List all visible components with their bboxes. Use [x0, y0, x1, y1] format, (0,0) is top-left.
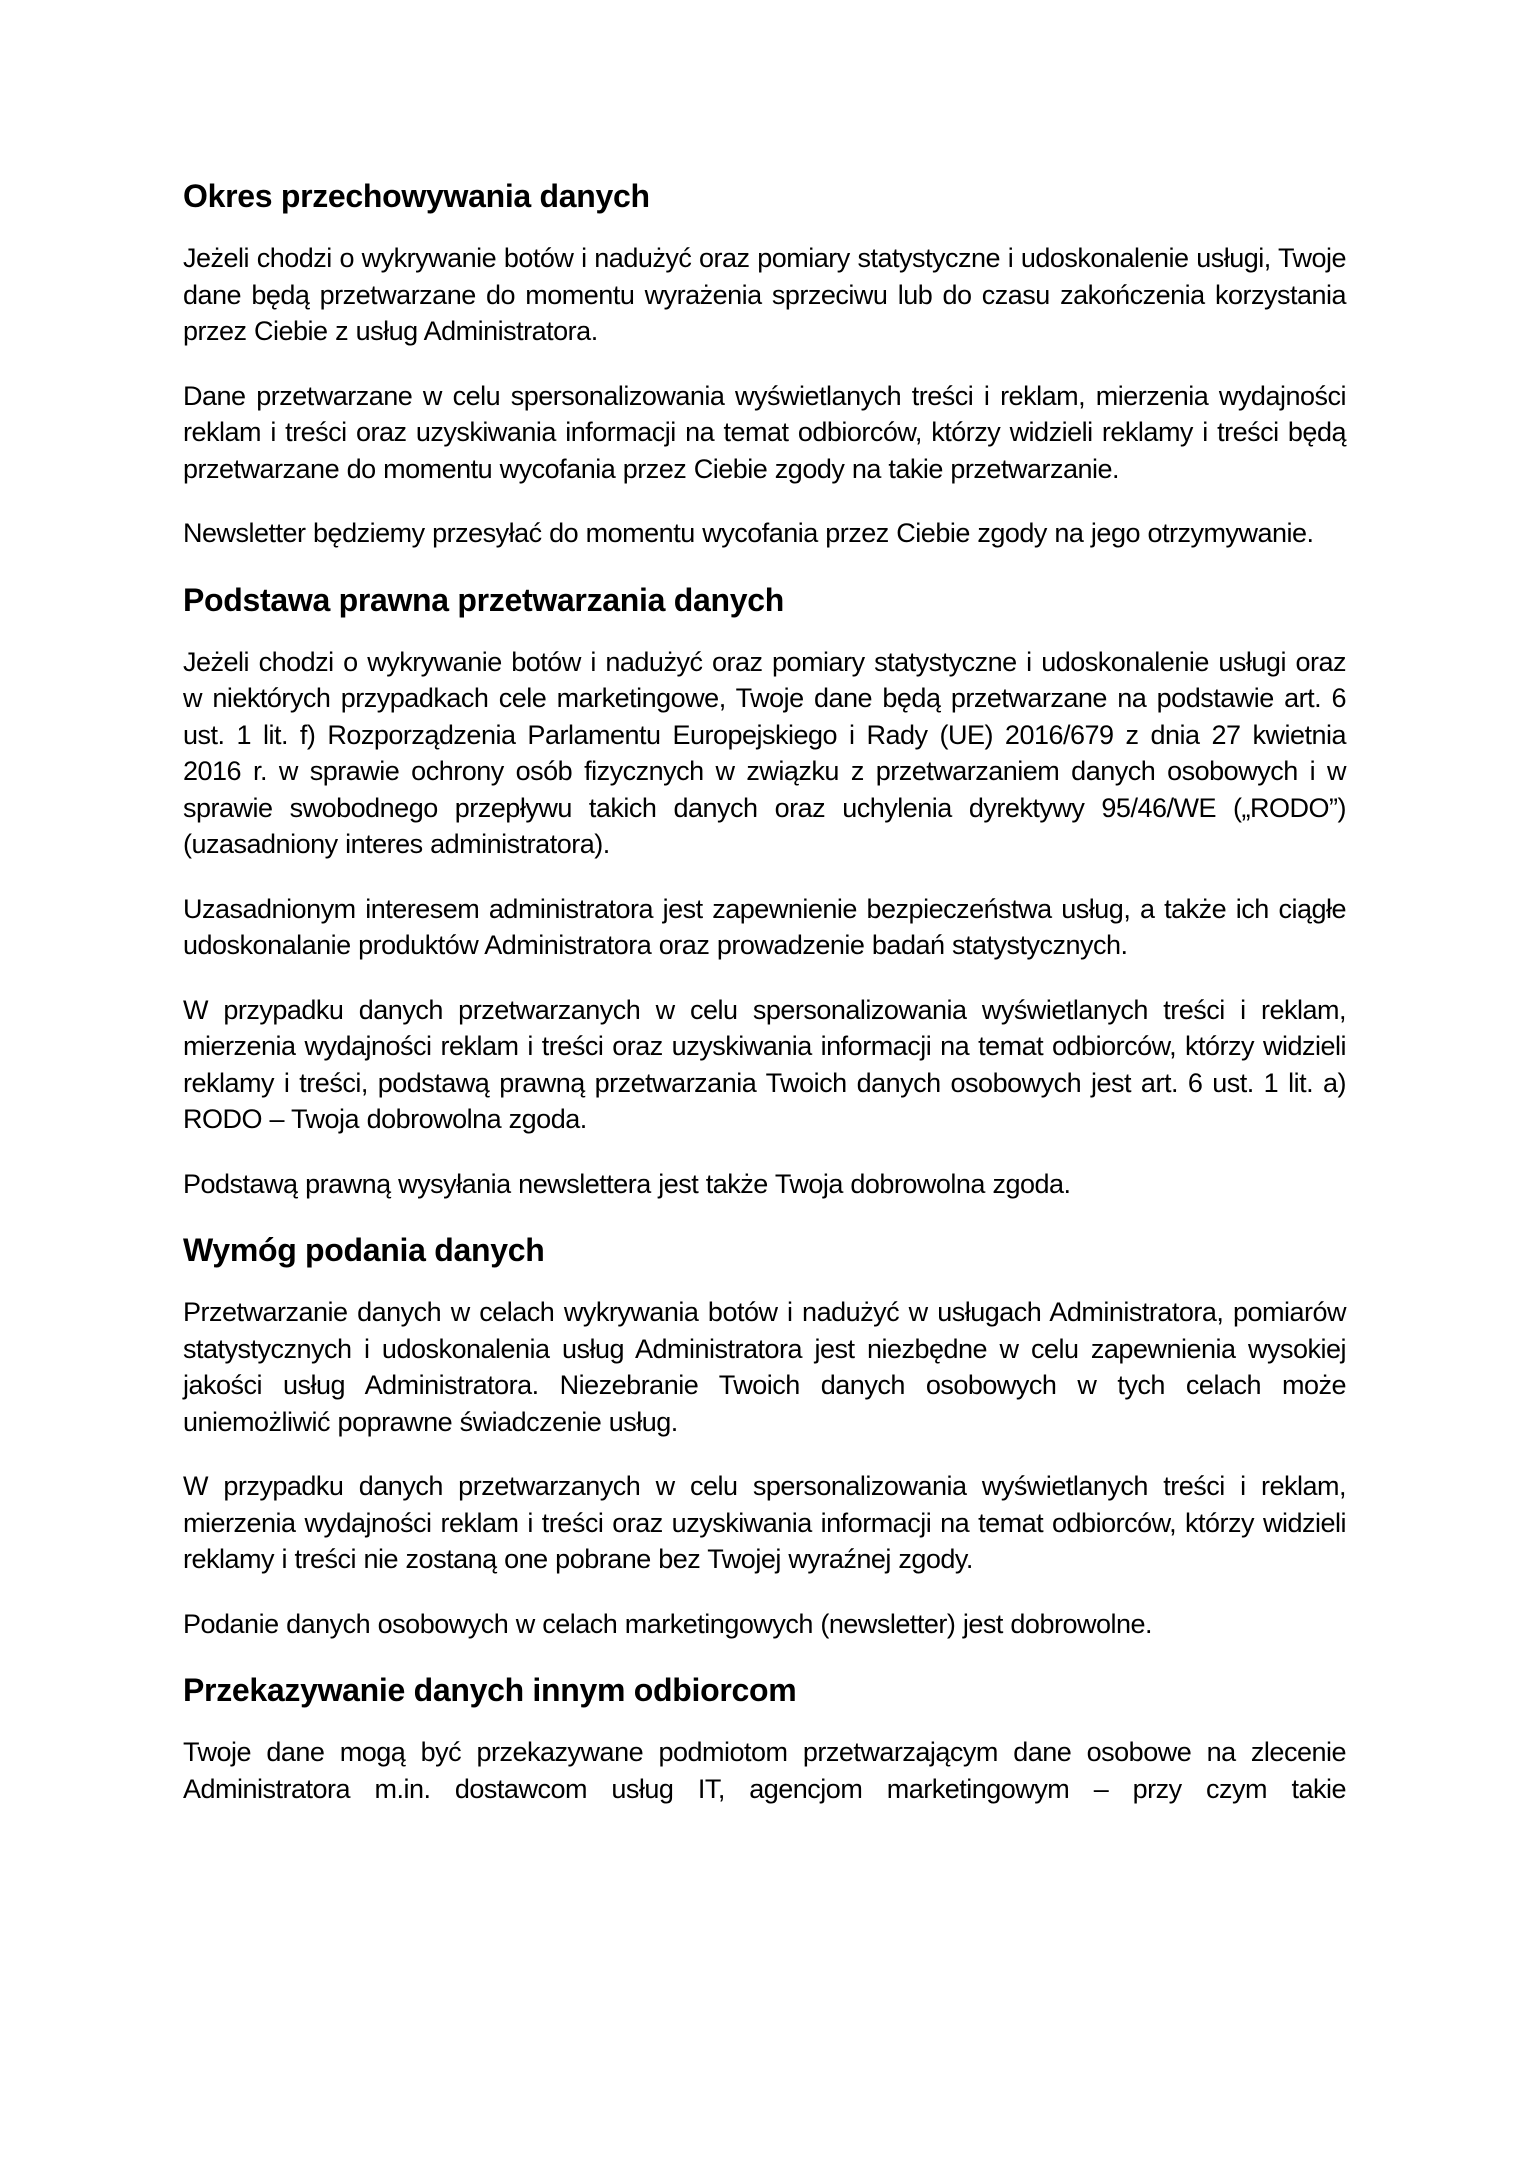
section-heading: Wymóg podania danych — [183, 1232, 545, 1268]
paragraph: Podstawą prawną wysyłania newslettera jest także Twoja dobrowolna zgoda. — [183, 1168, 1071, 1199]
document-body — [183, 176, 1346, 1807]
paragraph: W przypadku danych przetwarzanych w celu spersonalizowania wyświetlanych treści i reklam, mierzenia wydajności reklam i treści oraz uzyskiwania informacji na temat odbiorców, którzy widzieli reklamy i treści, podstawą prawną przetwarzania Twoich danych osobowych jest art. 6 ust. 1 lit. a) RODO – Twoja dobrowolna zgoda. — [183, 994, 1346, 1134]
paragraph: Jeżeli chodzi o wykrywanie botów i nadużyć oraz pomiary statystyczne i udoskonalenie usługi oraz w niektórych przypadkach cele marketingowe, Twoje dane będą przetwarzane na podstawie art. 6 ust. 1 lit. f) Rozporządzenia Parlamentu Europejskiego i Rady (UE) 2016/679 z dnia 27 kwietnia 2016 r. w sprawie ochrony osób fizycznych w związku z przetwarzaniem danych osobowych i w sprawie swobodnego przepływu takich danych oraz uchylenia dyrektywy 95/46/WE („RODO”) (uzasadniony interes administratora). — [183, 646, 1346, 859]
paragraph: Jeżeli chodzi o wykrywanie botów i nadużyć oraz pomiary statystyczne i udoskonalenie usługi, Twoje dane będą przetwarzane do momentu wyrażenia sprzeciwu lub do czasu zakończenia korzystania przez Ciebie z usług Administratora. — [183, 243, 1346, 346]
paragraph: W przypadku danych przetwarzanych w celu spersonalizowania wyświetlanych treści i reklam, mierzenia wydajności reklam i treści oraz uzyskiwania informacji na temat odbiorców, którzy widzieli reklamy i treści nie zostaną one pobrane bez Twojej wyraźnej zgody. — [183, 1471, 1346, 1574]
section-heading: Przekazywanie danych innym odbiorcom — [183, 1672, 797, 1708]
section-podstawa-prawna-przetwarzania-danych — [183, 580, 1346, 1203]
paragraph: Newsletter będziemy przesyłać do momentu wycofania przez Ciebie zgody na jego otrzymywanie. — [183, 518, 1314, 548]
section-okres-przechowywania-danych — [183, 176, 1346, 552]
paragraph: Uzasadnionym interesem administratora jest zapewnienie bezpieczeństwa usług, a także ich ciągłe udoskonalanie produktów Administratora oraz prowadzenie badań statystycznych. — [183, 893, 1346, 960]
paragraph: Podanie danych osobowych w celach marketingowych (newsletter) jest dobrowolne. — [183, 1608, 1153, 1639]
section-heading: Podstawa prawna przetwarzania danych — [183, 581, 784, 618]
paragraph: Dane przetwarzane w celu spersonalizowania wyświetlanych treści i reklam, mierzenia wydajności reklam i treści oraz uzyskiwania informacji na temat odbiorców, którzy widzieli reklamy i treści będą przetwarzane do momentu wycofania przez Ciebie zgody na takie przetwarzanie. — [183, 380, 1346, 484]
section-wymog-podania-danych — [183, 1230, 1346, 1642]
paragraph: Przetwarzanie danych w celach wykrywania botów i nadużyć w usługach Administratora, pomiarów statystycznych i udoskonalenia usług Administratora jest niezbędne w celu zapewnienia wysokiej jakości usług Administratora. Niezebranie Twoich danych osobowych w tych celach może uniemożliwić poprawne świadczenie usług. — [183, 1297, 1346, 1437]
section-heading: Okres przechowywania danych — [183, 178, 650, 214]
section-przekazywanie-danych-innym-odbiorcom — [183, 1670, 1346, 1807]
paragraph: Twoje dane mogą być przekazywane podmiotom przetwarzającym dane osobowe na zlecenie Administratora m.in. dostawcom usług IT, agencjom marketingowym – przy czym takie — [183, 1737, 1346, 1804]
